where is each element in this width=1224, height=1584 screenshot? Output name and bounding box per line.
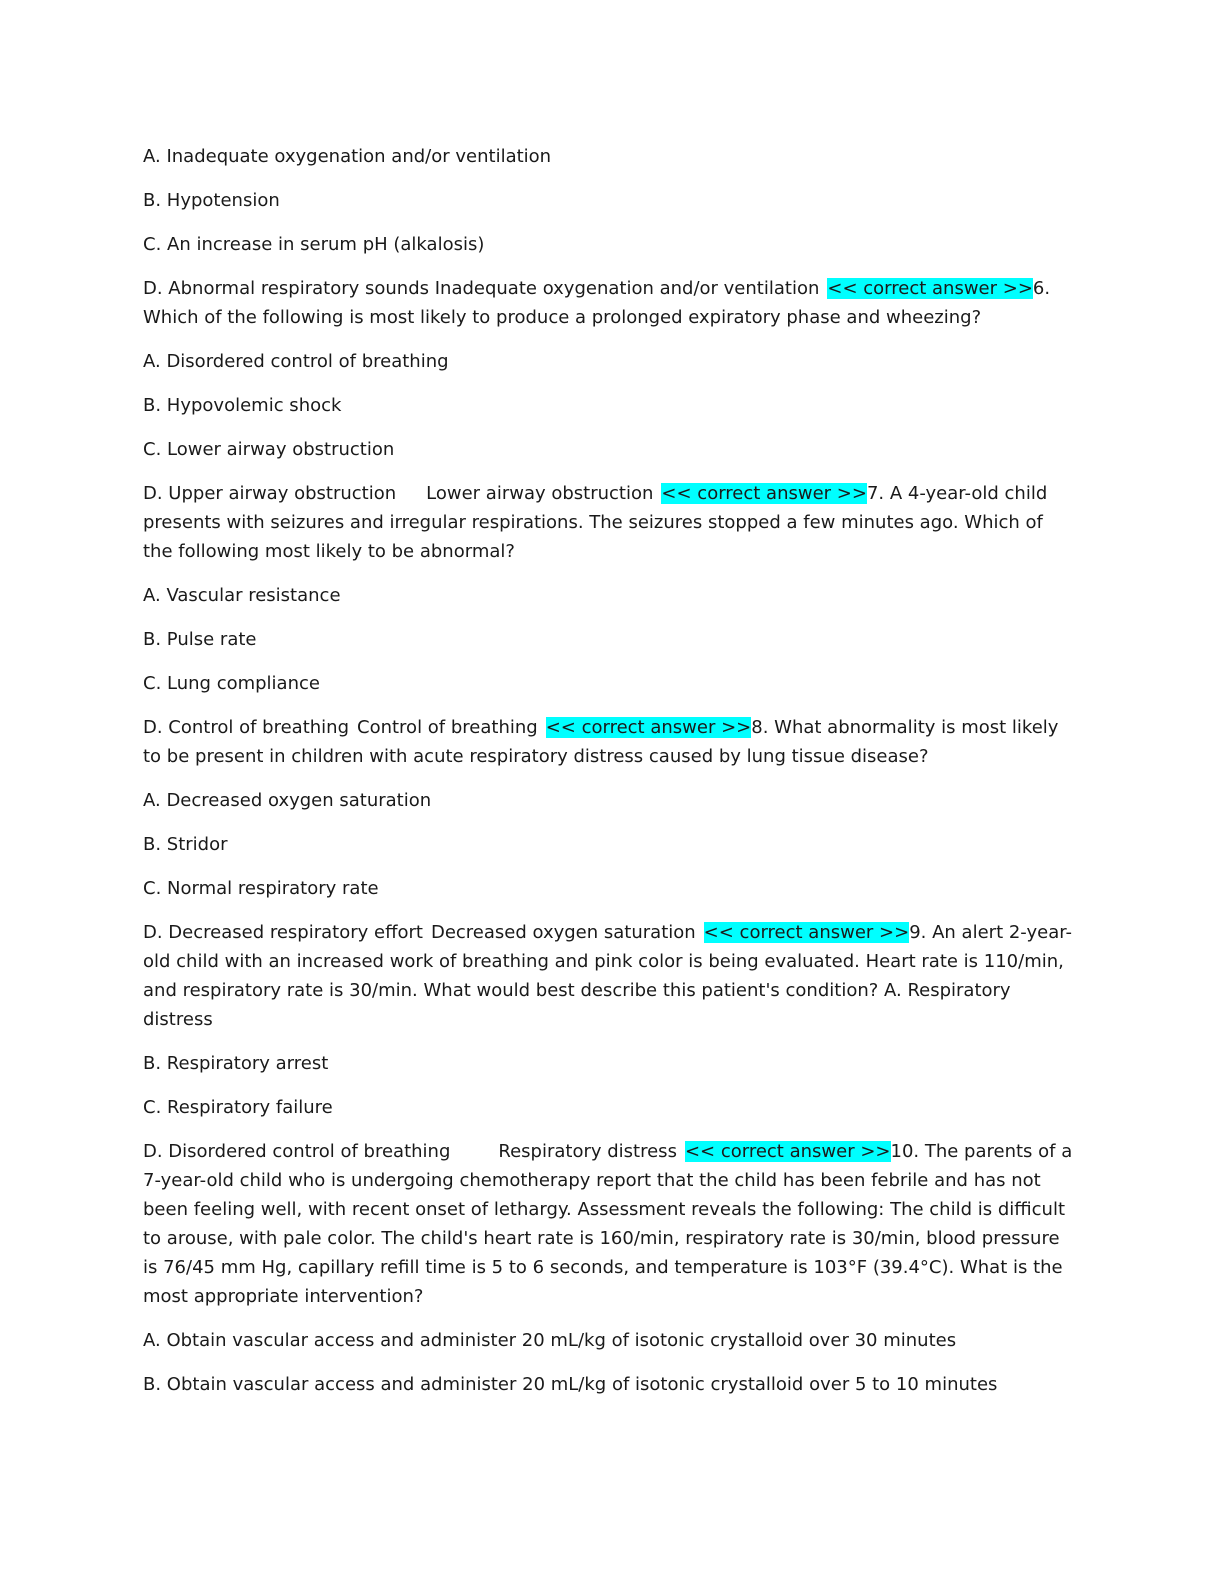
option-text: B. Hypovolemic shock xyxy=(143,395,342,416)
answer-option-c xyxy=(143,669,1078,698)
option-text: C. An increase in serum pH (alkalosis) xyxy=(143,234,485,255)
answer-option-b xyxy=(143,1370,1078,1399)
option-text: C. Lower airway obstruction xyxy=(143,439,395,460)
answer-option-a xyxy=(143,347,1078,376)
answer-text: Decreased oxygen saturation xyxy=(430,922,696,943)
option-text: D. Decreased respiratory effort xyxy=(143,922,423,943)
next-question-text: 6. Which of the following is most likely to produce a prolonged expiratory phase and wheezing? xyxy=(143,278,1051,328)
option-text: A. Vascular resistance xyxy=(143,585,341,606)
option-text: B. Stridor xyxy=(143,834,228,855)
answer-text: Lower airway obstruction xyxy=(426,483,654,504)
next-question-text: 9. An alert 2-year-old child with an increased work of breathing and pink color is being evaluated. Heart rate is 110/min, and respiratory rate is 30/min. What would best describe this patient's condition? A. Respiratory distress xyxy=(143,922,1072,1030)
answer-option-d-with-next-question xyxy=(143,918,1078,1034)
answer-text: Control of breathing xyxy=(357,717,538,738)
option-text: A. Disordered control of breathing xyxy=(143,351,449,372)
answer-option-b xyxy=(143,391,1078,420)
answer-option-d-with-next-question xyxy=(143,479,1078,566)
document-body xyxy=(143,142,1078,1414)
answer-option-a xyxy=(143,786,1078,815)
option-text: B. Respiratory arrest xyxy=(143,1053,329,1074)
correct-answer-highlight: << correct answer >> xyxy=(827,278,1033,299)
option-text: A. Obtain vascular access and administer 20 mL/kg of isotonic crystalloid over 30 minutes xyxy=(143,1330,957,1351)
option-text: D. Control of breathing xyxy=(143,717,349,738)
answer-option-a xyxy=(143,1326,1078,1355)
answer-option-b xyxy=(143,186,1078,215)
option-text: C. Lung compliance xyxy=(143,673,320,694)
answer-option-a xyxy=(143,142,1078,171)
next-question-text: 7. A 4-year-old child presents with seizures and irregular respirations. The seizures stopped a few minutes ago. Which of the following most likely to be abnormal? xyxy=(143,483,1048,562)
answer-option-c xyxy=(143,435,1078,464)
option-text: D. Upper airway obstruction xyxy=(143,483,397,504)
answer-option-d-with-next-question xyxy=(143,713,1078,771)
correct-answer-highlight: << correct answer >> xyxy=(684,1141,891,1162)
answer-text: Respiratory distress xyxy=(498,1141,677,1162)
correct-answer-highlight: << correct answer >> xyxy=(661,483,867,504)
option-text: C. Normal respiratory rate xyxy=(143,878,379,899)
option-text: B. Hypotension xyxy=(143,190,280,211)
option-text: B. Pulse rate xyxy=(143,629,257,650)
option-text: C. Respiratory failure xyxy=(143,1097,333,1118)
option-text: B. Obtain vascular access and administer 20 mL/kg of isotonic crystalloid over 5 to 10 minutes xyxy=(143,1374,998,1395)
option-text: A. Inadequate oxygenation and/or ventilation xyxy=(143,146,552,167)
correct-answer-highlight: << correct answer >> xyxy=(703,922,910,943)
answer-option-b xyxy=(143,625,1078,654)
option-text: A. Decreased oxygen saturation xyxy=(143,790,432,811)
correct-answer-highlight: << correct answer >> xyxy=(545,717,752,738)
answer-option-c xyxy=(143,874,1078,903)
answer-option-b xyxy=(143,1049,1078,1078)
answer-option-a xyxy=(143,581,1078,610)
answer-option-c xyxy=(143,1093,1078,1122)
option-text: D. Abnormal respiratory sounds Inadequate oxygenation and/or ventilation xyxy=(143,278,820,299)
answer-option-b xyxy=(143,830,1078,859)
next-question-text: 10. The parents of a 7-year-old child who is undergoing chemotherapy report that the child has been febrile and has not been feeling well, with recent onset of lethargy. Assessment reveals the following: The child is difficult to arouse, with pale color. The child's heart rate is 160/min, respiratory rate is 30/min, blood pressure is 76/45 mm Hg, capillary refill time is 5 to 6 seconds, and temperature is 103°F (39.4°C). What is the most appropriate intervention? xyxy=(143,1141,1073,1307)
answer-option-c xyxy=(143,230,1078,259)
option-text: D. Disordered control of breathing xyxy=(143,1141,451,1162)
answer-option-d-with-next-question xyxy=(143,1137,1078,1311)
next-question-text: 8. What abnormality is most likely to be present in children with acute respiratory distress caused by lung tissue disease? xyxy=(143,717,1059,767)
answer-option-d-with-next-question xyxy=(143,274,1078,332)
